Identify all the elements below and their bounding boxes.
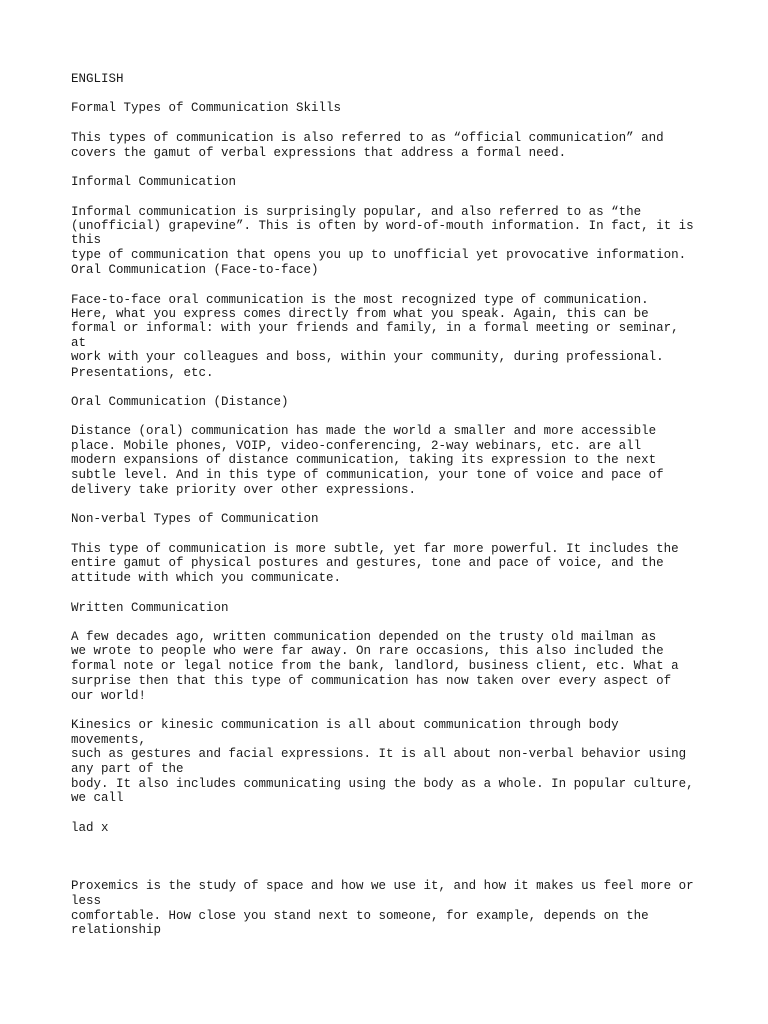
paragraph-line: covers the gamut of verbal expressions that address a formal need. — [71, 146, 567, 160]
paragraph-line: entire gamut of physical postures and gestures, tone and pace of voice, and the — [71, 556, 664, 570]
paragraph-line: surprise then that this type of communication has now taken over every aspect of — [71, 674, 672, 688]
paragraph-line: comfortable. How close you stand next to someone, for example, depends on the — [71, 909, 649, 923]
paragraph-line: Distance (oral) communication has made the world a smaller and more accessible — [71, 424, 657, 438]
section-title-formal: Formal Types of Communication Skills — [71, 101, 342, 115]
section-title-non-verbal: Non-verbal Types of Communication — [71, 512, 319, 526]
paragraph-line: place. Mobile phones, VOIP, video-conferencing, 2-way webinars, etc. are all — [71, 439, 642, 453]
document-heading: ENGLISH — [71, 72, 124, 86]
section-title-written: Written Communication — [71, 601, 229, 615]
paragraph-line: delivery take priority over other expressions. — [71, 483, 417, 497]
section-title-informal: Informal Communication — [71, 175, 237, 189]
paragraph-line: A few decades ago, written communication depended on the trusty old mailman as — [71, 630, 657, 644]
paragraph-line: Kinesics or kinesic communication is all about communication through body — [71, 718, 619, 732]
paragraph-line: Here, what you express comes directly from what you speak. Again, this can be — [71, 307, 649, 321]
paragraph-line: formal or informal: with your friends and family, in a formal meeting or seminar, — [71, 321, 679, 335]
paragraph-line: formal note or legal notice from the bank, landlord, business client, etc. What a — [71, 659, 679, 673]
paragraph-line: This types of communication is also referred to as “official communication” and — [71, 131, 664, 145]
paragraph-line: our world! — [71, 689, 147, 703]
paragraph-line: Proxemics is the study of space and how we use it, and how it makes us feel more or — [71, 879, 694, 893]
paragraph-line: at — [71, 336, 87, 350]
text-fragment: lad x — [71, 821, 109, 835]
section-title-oral-face: Oral Communication (Face-to-face) — [71, 263, 319, 277]
paragraph-line: type of communication that opens you up to unofficial yet provocative information. — [71, 248, 687, 262]
paragraph-line: body. It also includes communicating using the body as a whole. In popular culture, — [71, 777, 694, 791]
section-title-oral-distance: Oral Communication (Distance) — [71, 395, 289, 409]
paragraph-line: relationship — [71, 923, 162, 937]
paragraph-line: Face-to-face oral communication is the most recognized type of communication. — [71, 293, 649, 307]
paragraph-line: we wrote to people who were far away. On rare occasions, this also included the — [71, 644, 664, 658]
paragraph-line: any part of the — [71, 762, 184, 776]
paragraph-line: attitude with which you communicate. — [71, 571, 342, 585]
paragraph-line: such as gestures and facial expressions. It is all about non-verbal behavior using — [71, 747, 687, 761]
paragraph-line: work with your colleagues and boss, within your community, during professional. — [71, 350, 664, 364]
paragraph-line: subtle level. And in this type of communication, your tone of voice and pace of — [71, 468, 664, 482]
paragraph-line: (unofficial) grapevine”. This is often by word-of-mouth information. In fact, it is — [71, 219, 694, 233]
paragraph-line: we call — [71, 791, 124, 805]
paragraph-line: less — [71, 894, 102, 908]
paragraph-line: movements, — [71, 733, 147, 747]
paragraph-line: Informal communication is surprisingly popular, and also referred to as “the — [71, 205, 642, 219]
paragraph-line: modern expansions of distance communication, taking its expression to the next — [71, 453, 657, 467]
paragraph-line: this — [71, 233, 102, 247]
paragraph-line: This type of communication is more subtle, yet far more powerful. It includes the — [71, 542, 679, 556]
paragraph-line: Presentations, etc. — [71, 366, 214, 380]
